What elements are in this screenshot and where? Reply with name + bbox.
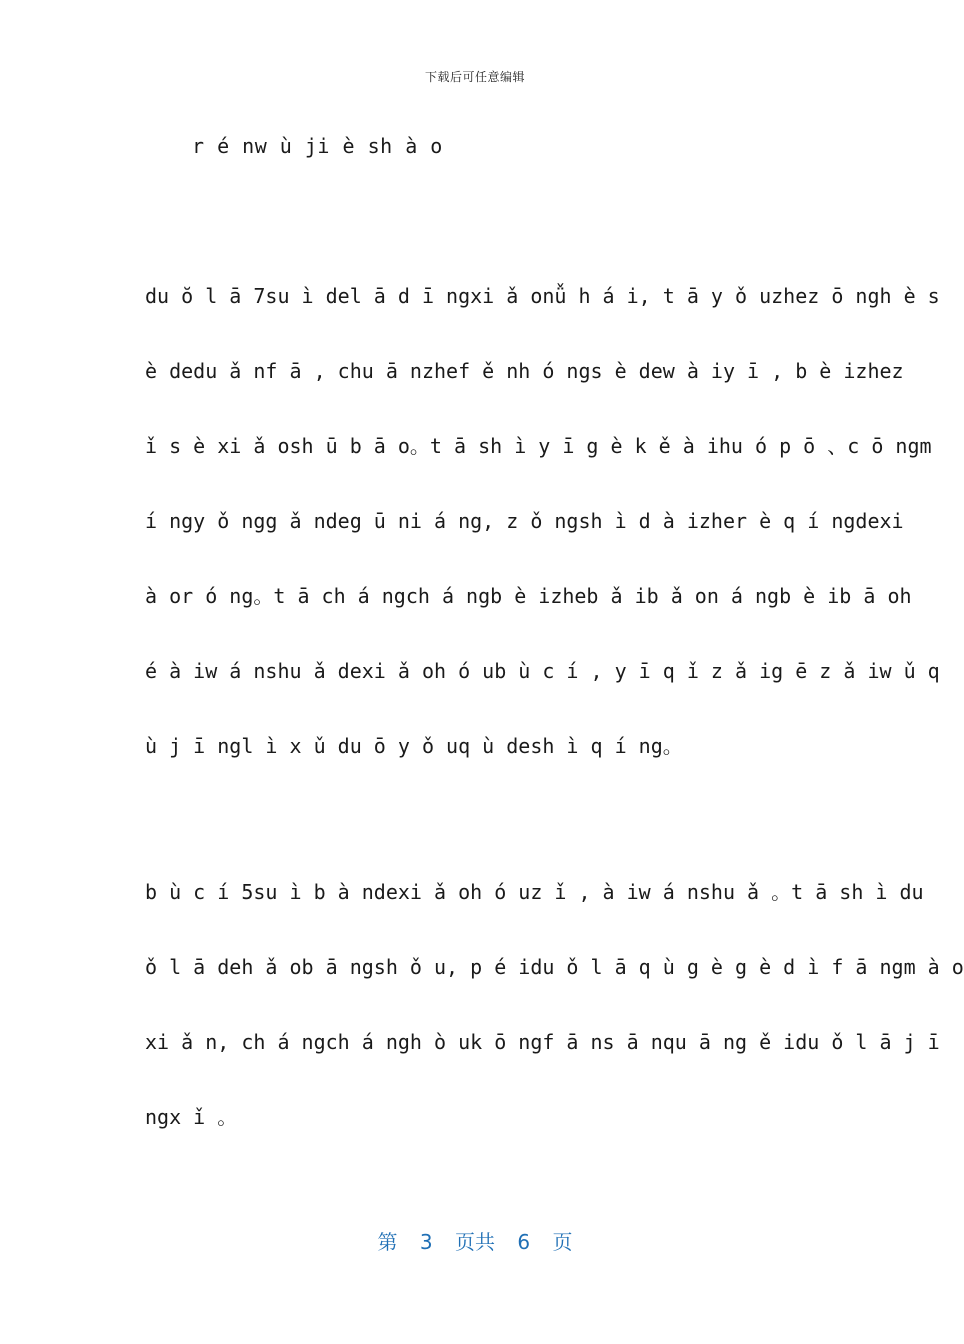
footer-page-total: 6 xyxy=(517,1230,531,1254)
page-footer xyxy=(0,1226,950,1255)
footer-suffix: 页 xyxy=(552,1230,573,1254)
paragraph-line: xi ǎ n, ch á ngch á ngh ò uk ō ngf ā ns ā nqu ā ng ě idu ǒ l ā j ī xyxy=(145,1030,940,1054)
paragraph-line: ù j ī ngl ì x ǔ du ō y ǒ uq ù desh ì q í ng。 xyxy=(145,734,683,758)
paragraph-line: ngx ǐ 。 xyxy=(145,1105,238,1129)
paragraph-line: b ù c í 5su ì b à ndexi ǎ oh ó uz ǐ , à iw á nshu ǎ 。t ā sh ì du xyxy=(145,880,924,904)
paragraph-line: du ŏ l ā 7su ì del ā d ī ngxi ǎ onǚ h á i, t ā y ǒ uzhez ō ngh è s xyxy=(145,284,940,308)
paragraph-line: à or ó ng。t ā ch á ngch á ngb è izheb ǎ ib ǎ on á ngb è ib ā oh xyxy=(145,584,912,608)
footer-page-current: 3 xyxy=(419,1230,433,1254)
paragraph-line: í ngy ǒ ngg ǎ ndeg ū ni á ng, z ǒ ngsh ì d à izher è q í ngdexi xyxy=(145,509,904,533)
footer-middle: 页共 xyxy=(455,1230,495,1254)
paragraph-line: ǐ s è xi ǎ osh ū b ā o。t ā sh ì y ī g è k ě à ihu ó p ō 、c ō ngm xyxy=(145,434,932,458)
section-heading: r é nw ù ji è sh à o xyxy=(192,134,443,158)
paragraph-2 xyxy=(145,880,964,1180)
paragraph-1 xyxy=(145,284,940,809)
header-note: 下载后可任意编辑 xyxy=(424,70,525,84)
paragraph-line: ǒ l ā deh ǎ ob ā ngsh ǒ u, p é idu ǒ l ā q ù g è g è d ì f ā ngm à o xyxy=(145,955,964,979)
paragraph-line: è dedu ǎ nf ā , chu ā nzhef ě nh ó ngs è dew à iy ī , b è izhez xyxy=(145,359,904,383)
paragraph-line: é à iw á nshu ǎ dexi ǎ oh ó ub ù c í , y ī q ǐ z ǎ ig ē z ǎ iw ǔ q xyxy=(145,659,940,683)
footer-prefix: 第 xyxy=(377,1230,398,1254)
